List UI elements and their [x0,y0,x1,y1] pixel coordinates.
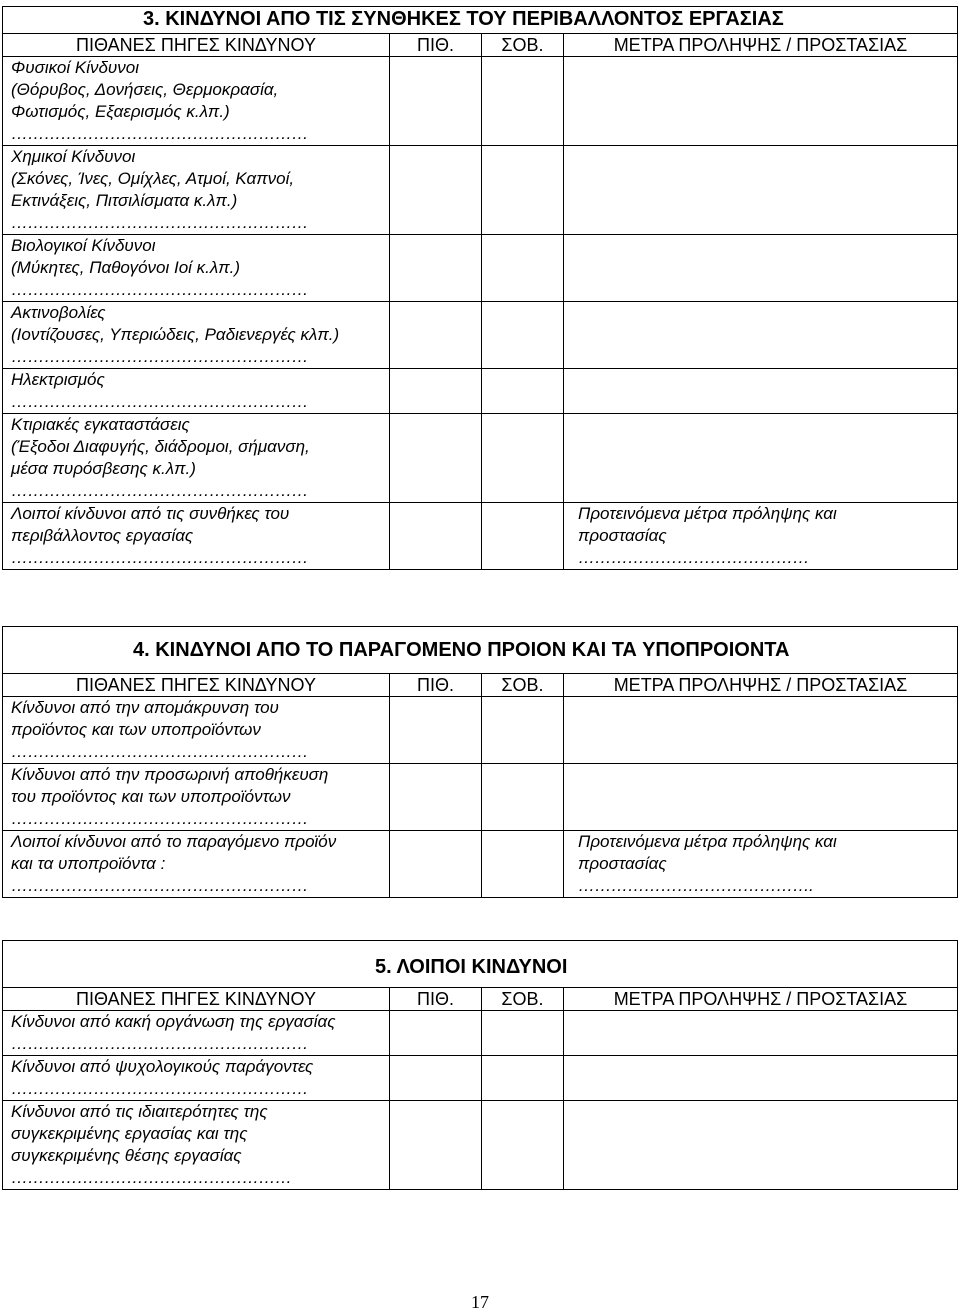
section-4 [2,626,958,898]
hazard-source-line: και τα υποπροϊόντα : [11,854,166,873]
hazard-source-line: Φυσικοί Κίνδυνοι [11,58,139,77]
probability-cell[interactable] [390,503,482,569]
header-source: ΠΙΘΑΝΕΣ ΠΗΓΕΣ ΚΙΝΔΥΝΟΥ [3,674,390,696]
section-5-title: 5. ΛΟΙΠΟΙ ΚΙΝΔΥΝΟΙ [375,956,568,978]
probability-cell[interactable] [390,1056,482,1100]
header-measures: ΜΕΤΡΑ ΠΡΟΛΗΨΗΣ / ΠΡΟΣΤΑΣΙΑΣ [613,35,908,55]
table-row [3,696,957,763]
header-severity: ΣΟΒ. [482,674,564,696]
hazard-source-cell[interactable] [3,764,390,830]
section-5-header [3,987,957,1010]
table-row [3,1100,957,1189]
measure-line: Προτεινόμενα μέτρα πρόληψης και [578,832,837,851]
header-measures: ΜΕΤΡΑ ΠΡΟΛΗΨΗΣ / ΠΡΟΣΤΑΣΙΑΣ [613,989,908,1009]
table-row [3,234,957,301]
fill-in-dots: ……………………………………………… [11,347,308,366]
probability-cell[interactable] [390,369,482,413]
measures-cell[interactable] [564,57,957,145]
measures-cell[interactable] [564,235,957,301]
header-severity: ΣΟΒ. [482,988,564,1010]
hazard-source-line: συγκεκριμένης θέσης εργασίας [11,1146,242,1165]
table-bottom-border [3,897,957,898]
table-row [3,763,957,830]
hazard-source-line: (Μύκητες, Παθογόνοι Ιοί κ.λπ.) [11,258,241,277]
hazard-source-line: Ακτινοβολίες [11,303,106,322]
table-row [3,56,957,145]
severity-cell[interactable] [482,1011,564,1055]
fill-in-dots: …………………………………………… [11,1168,292,1187]
section-4-header [3,673,957,696]
measures-cell[interactable] [564,831,957,897]
fill-in-dots: ……………………………………………… [11,1034,308,1053]
fill-in-dots: ……………………………………………… [11,742,308,761]
probability-cell[interactable] [390,1011,482,1055]
measures-cell[interactable] [564,1056,957,1100]
header-probability: ΠΙΘ. [390,674,482,696]
probability-cell[interactable] [390,831,482,897]
fill-in-dots: ……………………………………………… [11,124,308,143]
hazard-source-line: Ηλεκτρισμός [11,370,105,389]
hazard-source-line: Κίνδυνοι από την απομάκρυνση του [11,698,279,717]
hazard-source-cell[interactable] [3,302,390,368]
header-severity: ΣΟΒ. [482,34,564,56]
severity-cell[interactable] [482,146,564,234]
page-number: 17 [471,1292,489,1312]
table-row [3,301,957,368]
measures-cell[interactable] [564,414,957,502]
section-5 [2,940,958,1190]
hazard-source-cell[interactable] [3,831,390,897]
hazard-source-line: Βιολογικοί Κίνδυνοι [11,236,156,255]
table-row [3,502,957,569]
hazard-source-line: (Θόρυβος, Δονήσεις, Θερμοκρασία, [11,80,279,99]
hazard-source-line: Λοιποί κίνδυνοι από τις συνθήκες του [11,504,290,523]
measures-cell[interactable] [564,764,957,830]
measures-cell[interactable] [564,302,957,368]
hazard-source-line: (Έξοδοι Διαφυγής, διάδρομοι, σήμανση, [11,437,310,456]
severity-cell[interactable] [482,503,564,569]
measure-line: προστασίας [578,854,667,873]
measures-cell[interactable] [564,1101,957,1189]
hazard-source-cell[interactable] [3,57,390,145]
section-3-rows [3,56,957,570]
header-source: ΠΙΘΑΝΕΣ ΠΗΓΕΣ ΚΙΝΔΥΝΟΥ [3,988,390,1010]
hazard-source-cell[interactable] [3,1056,390,1100]
measure-fill-in-dots: …………………………………… [578,548,809,567]
probability-cell[interactable] [390,764,482,830]
hazard-source-line: Εκτινάξεις, Πιτσιλίσματα κ.λπ.) [11,191,238,210]
hazard-source-line: Κίνδυνοι από ψυχολογικούς παράγοντες [11,1057,314,1076]
hazard-source-line: Κίνδυνοι από κακή οργάνωση της εργασίας [11,1012,336,1031]
severity-cell[interactable] [482,697,564,763]
section-3-header [3,33,957,56]
severity-cell[interactable] [482,764,564,830]
hazard-source-line: Κίνδυνοι από την προσωρινή αποθήκευση [11,765,329,784]
measures-cell[interactable] [564,1011,957,1055]
hazard-source-line: (Ιοντίζουσες, Υπεριώδεις, Ραδιενεργές κλπ.) [11,325,340,344]
fill-in-dots: ……………………………………………… [11,213,308,232]
probability-cell[interactable] [390,697,482,763]
table-row [3,1055,957,1100]
probability-cell[interactable] [390,57,482,145]
measure-fill-in-dots: ……………………………………. [578,876,814,895]
measures-cell[interactable] [564,369,957,413]
probability-cell[interactable] [390,235,482,301]
severity-cell[interactable] [482,831,564,897]
probability-cell[interactable] [390,302,482,368]
severity-cell[interactable] [482,235,564,301]
header-probability: ΠΙΘ. [390,988,482,1010]
severity-cell[interactable] [482,57,564,145]
header-source: ΠΙΘΑΝΕΣ ΠΗΓΕΣ ΚΙΝΔΥΝΟΥ [3,34,390,56]
measures-cell[interactable] [564,146,957,234]
hazard-source-cell[interactable] [3,369,390,413]
hazard-source-cell[interactable] [3,414,390,502]
hazard-source-line: του προϊόντος και των υποπροϊόντων [11,787,291,806]
section-4-rows [3,696,957,898]
measure-line: προστασίας [578,526,667,545]
hazard-source-line: Χημικοί Κίνδυνοι [11,147,136,166]
hazard-source-line: Κίνδυνοι από τις ιδιαιτερότητες της [11,1102,268,1121]
hazard-source-line: Φωτισμός, Εξαερισμός κ.λπ.) [11,102,230,121]
section-5-rows [3,1010,957,1190]
table-row [3,368,957,413]
fill-in-dots: ……………………………………………… [11,809,308,828]
table-row [3,145,957,234]
measure-line: Προτεινόμενα μέτρα πρόληψης και [578,504,837,523]
hazard-source-line: Λοιποί κίνδυνοι από το παραγόμενο προϊόν [11,832,337,851]
fill-in-dots: ……………………………………………… [11,548,308,567]
fill-in-dots: ……………………………………………… [11,876,308,895]
hazard-source-cell[interactable] [3,503,390,569]
probability-cell[interactable] [390,414,482,502]
hazard-source-cell[interactable] [3,146,390,234]
severity-cell[interactable] [482,302,564,368]
hazard-source-line: μέσα πυρόσβεσης κ.λπ.) [11,459,196,478]
fill-in-dots: ……………………………………………… [11,481,308,500]
section-4-title: 4. ΚΙΝΔΥΝΟΙ ΑΠΟ ΤΟ ΠΑΡΑΓΟΜΕΝΟ ΠΡΟΙΟΝ ΚΑΙ ΤΑ ΥΠΟΠΡΟΙΟΝΤΑ [133,639,790,661]
probability-cell[interactable] [390,146,482,234]
hazard-source-line: προϊόντος και των υποπροϊόντων [11,720,261,739]
severity-cell[interactable] [482,414,564,502]
table-row [3,1010,957,1055]
measures-cell[interactable] [564,503,957,569]
fill-in-dots: ……………………………………………… [11,392,308,411]
hazard-source-line: περιβάλλοντος εργασίας [11,526,194,545]
fill-in-dots: ……………………………………………… [11,280,308,299]
table-row [3,830,957,897]
severity-cell[interactable] [482,1101,564,1189]
hazard-source-cell[interactable] [3,1101,390,1189]
hazard-source-line: (Σκόνες, Ίνες, Ομίχλες, Ατμοί, Καπνοί, [11,169,295,188]
severity-cell[interactable] [482,1056,564,1100]
section-3-title: 3. ΚΙΝΔΥΝΟΙ ΑΠΟ ΤΙΣ ΣΥΝΘΗΚΕΣ ΤΟΥ ΠΕΡΙΒΑΛΛΟΝΤΟΣ ΕΡΓΑΣΙΑΣ [143,8,784,30]
table-bottom-border [3,1189,957,1190]
hazard-source-line: Κτιριακές εγκαταστάσεις [11,415,190,434]
header-probability: ΠΙΘ. [390,34,482,56]
section-3 [2,6,958,570]
severity-cell[interactable] [482,369,564,413]
fill-in-dots: ……………………………………………… [11,1079,308,1098]
hazard-source-cell[interactable] [3,697,390,763]
hazard-source-line: συγκεκριμένης εργασίας και της [11,1124,248,1143]
table-bottom-border [3,569,957,570]
table-row [3,413,957,502]
probability-cell[interactable] [390,1101,482,1189]
hazard-source-cell[interactable] [3,235,390,301]
hazard-source-cell[interactable] [3,1011,390,1055]
measures-cell[interactable] [564,697,957,763]
header-measures: ΜΕΤΡΑ ΠΡΟΛΗΨΗΣ / ΠΡΟΣΤΑΣΙΑΣ [613,675,908,695]
